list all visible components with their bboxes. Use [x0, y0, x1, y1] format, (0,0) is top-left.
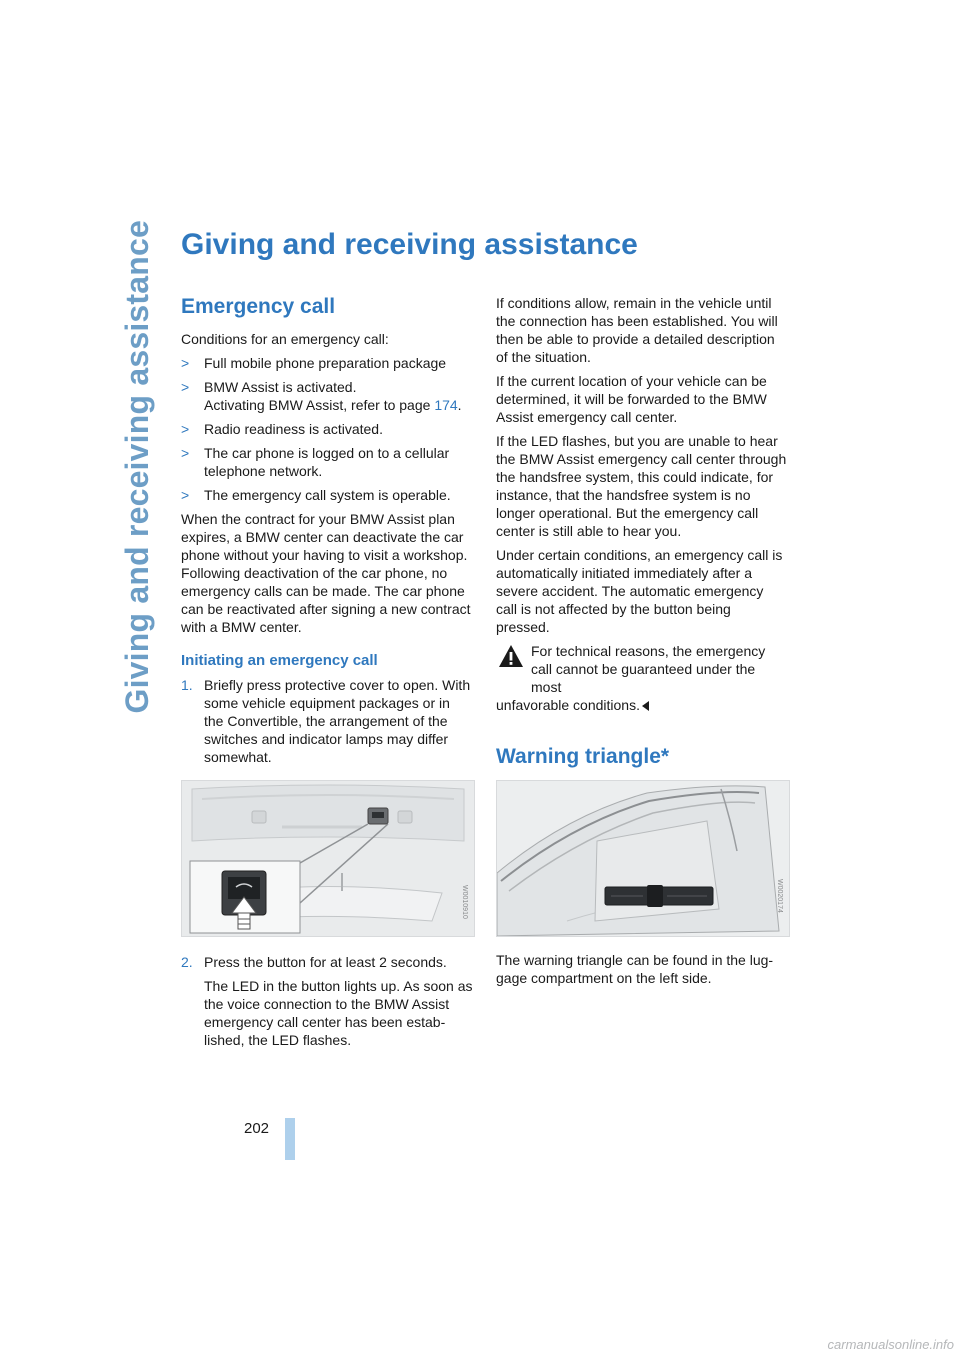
figure-code: W0020174	[776, 879, 783, 913]
bullet-marker: >	[181, 421, 190, 437]
steps-list	[181, 676, 473, 766]
remain-in-vehicle-paragraph: If conditions allow, remain in the vehicle until the connection has been established. You will then be able to provide a detailed description of the situation.	[496, 295, 778, 365]
conditions-intro: Conditions for an emergency call:	[181, 331, 389, 347]
page-title: Giving and receiving assistance	[181, 228, 638, 261]
list-item: > The car phone is logged on to a cellular telephone network.	[181, 445, 450, 479]
warning-note	[496, 642, 788, 714]
initiating-heading: Initiating an emergency call	[181, 652, 378, 669]
led-flashes-paragraph: If the LED flashes, but you are unable to hear the BMW Assist emergency call center through the handsfree system, this could indicate, for instance, that the handsfree system is no longer operational. But the emergency call center is still able to hear you.	[496, 433, 787, 539]
step-item: 1. Briefly press protective cover to open. With some vehicle equipment packages or in the Convertible, the arrangement of the switches and indicator lamps may differ somewhat.	[181, 677, 471, 765]
steps-list-continued	[181, 953, 473, 1049]
bullet-marker: >	[181, 355, 190, 371]
end-of-note-icon	[642, 701, 649, 711]
page-number-bar	[285, 1118, 295, 1160]
luggage-compartment-illustration	[497, 781, 789, 936]
page-number: 202	[244, 1120, 270, 1137]
warning-triangle-location-paragraph: The warning triangle can be found in the lug- gage compartment on the left side.	[496, 952, 774, 986]
overhead-console-illustration	[182, 781, 474, 936]
bullet-marker: >	[181, 487, 190, 503]
warning-triangle-heading: Warning triangle*	[496, 745, 670, 768]
list-item: > BMW Assist is activated. Activating BMW Assist, refer to page 174.	[181, 379, 462, 413]
bullet-marker: >	[181, 379, 190, 395]
warning-text-first: For technical reasons, the emergency call cannot be guaranteed under the most	[531, 643, 766, 695]
location-paragraph: If the current location of your vehicle can be determined, it will be forwarded to the BMW Assist emergency call center.	[496, 373, 767, 425]
automatic-call-paragraph: Under certain conditions, an emergency call is automatically initiated immediately after a severe accident. The automatic emergency call is not affected by the button being pressed.	[496, 547, 783, 635]
watermark: carmanualsonline.info	[827, 1337, 954, 1352]
warning-triangle-icon	[498, 644, 524, 668]
luggage-compartment-image	[496, 780, 790, 937]
figure-code: W0010910	[461, 885, 468, 919]
warning-text-rest: unfavorable conditions.	[496, 697, 640, 713]
side-tab-label: Giving and receiving assistance	[119, 220, 155, 714]
conditions-list	[181, 354, 473, 504]
list-item: > The emergency call system is operable.	[181, 487, 451, 503]
emergency-call-heading: Emergency call	[181, 295, 336, 318]
list-item: > Full mobile phone preparation package	[181, 355, 447, 371]
contract-paragraph: When the contract for your BMW Assist plan expires, a BMW center can deactivate the car phone without your having to visit a workshop. Following deactivation of the car phone, no emergency calls can be made. The car phone can be reactivated after signing a new contract with a BMW center.	[181, 511, 471, 635]
step-number: 2.	[181, 954, 193, 970]
side-tab	[112, 220, 162, 920]
left-column	[181, 294, 473, 1055]
page-reference-link[interactable]: 174	[434, 397, 458, 413]
overhead-console-image	[181, 780, 475, 937]
step-number: 1.	[181, 677, 193, 693]
list-item: > Radio readiness is activated.	[181, 421, 383, 437]
bullet-marker: >	[181, 445, 190, 461]
step-item: 2. Press the button for at least 2 seconds. The LED in the button lights up. As soon as the voice connection to the BMW Assist emergency call center has been estab- lished, the LED flashes.	[181, 954, 473, 1048]
right-column	[496, 294, 788, 993]
